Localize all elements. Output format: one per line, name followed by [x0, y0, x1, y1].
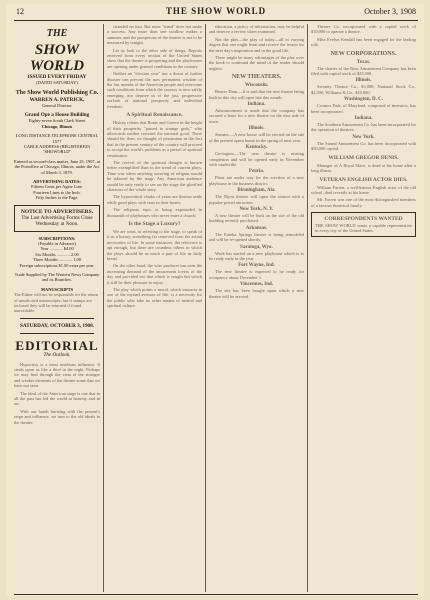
subscriptions-line: (Payable in Advance)	[38, 241, 76, 247]
state-heading: Illinois.	[355, 78, 372, 84]
phone-line: LONG DISTANCE TELEPHONE CENTRAL 1577	[15, 133, 99, 144]
column-divider	[205, 24, 206, 592]
manuscripts-title: MANUSCRIPTS	[40, 286, 74, 292]
notice-line: The Last Advertising Forms Close	[21, 215, 93, 222]
city-heading: Wisconsin.	[244, 83, 269, 89]
footer-rule	[14, 594, 418, 595]
city-heading: Birmingham, Ala.	[237, 188, 276, 194]
address-line: Chicago, Illinois	[41, 123, 73, 129]
dated-line: (DATED SATURDAY)	[36, 80, 78, 86]
notice-line: Wednesday at Noon.	[35, 221, 79, 228]
issue-date: October 3, 1908	[364, 7, 416, 16]
city-heading: Kentucky.	[245, 145, 268, 151]
section-heading: NEW CORPORATIONS.	[330, 50, 397, 57]
edition-date: SATURDAY, OCTOBER 3, 1908.	[19, 322, 95, 329]
state-heading: Texas.	[356, 59, 371, 65]
state-heading: New York.	[352, 134, 375, 140]
subscriptions-line: Three Months ............ 1.00	[33, 257, 81, 263]
correspondents-box: CORRESPONDENTS WANTED THE SHOW WORLD wants a capable representative in every city of the United States.	[311, 212, 416, 237]
section-heading: A Spiritual Renaissance.	[126, 112, 183, 119]
city-heading: Indiana.	[247, 102, 266, 108]
header-rule	[14, 20, 418, 21]
city-heading: Fort Wayne, Ind.	[238, 263, 275, 269]
editorial-body: Hypocrisy is a most insidious influence. It steals upon us like a thief in the night. Perhaps we may find through the vista of the stronger and weaker elements of the theatre some that we have not seen. The ideal of the American stage is one that in all the past has led the world in honesty and in art. With our hands bursting with the present's reign and influence, we turn to the old ideals in the theatre.	[14, 361, 100, 425]
address-line: Grand Ope a House Building	[24, 112, 90, 119]
city-heading: Arkansas.	[245, 225, 268, 231]
advertising-rate: Fifteen Cents per Agate Line.	[31, 184, 83, 190]
show-world-logo: THE SHOW WORLD	[29, 28, 85, 74]
notice-box	[14, 205, 100, 232]
masthead-column	[14, 24, 100, 592]
section-heading: Is the Stage a Luxury?	[128, 221, 181, 227]
column-divider	[307, 24, 308, 592]
column-divider	[103, 24, 104, 592]
address-line: Eighty-seven South Clark Street	[28, 118, 86, 124]
section-heading: NEW THEATERS.	[231, 74, 282, 81]
manuscripts-text: The Editor will not be responsible for the return of unsolicited manuscripts; but if stamps are inclosed they will be returned if found unavailable.	[14, 292, 99, 314]
state-heading: Indiana.	[354, 116, 373, 122]
city-heading: Saratoga, Wyo.	[240, 244, 273, 250]
manager-title: General Director	[42, 102, 72, 108]
advertising-title: ADVERTISING RATES:	[33, 179, 81, 185]
city-heading: Vincennes, Ind.	[239, 282, 274, 288]
newspaper-title: THE SHOW WORLD	[165, 6, 267, 16]
city-heading: Illinois.	[248, 126, 265, 132]
state-heading: Washington, D. C.	[343, 97, 384, 103]
subscriptions-line: Six Months ............ 2.00	[35, 251, 79, 257]
issued-line: ISSUED EVERY FRIDAY	[27, 74, 87, 80]
subscriptions-line: Year ............ $4.00	[40, 246, 74, 252]
trade-line: Trade Supplied by The Western News Company and its Branches.	[14, 272, 100, 283]
news-column: education, a policy of information, may be helpful and deserve a review when examined. Not the play—the play of today—all in varying degree that one might learn and receive the lesson for the next day's inspiration and in the good life. There might be many advantages of the play over the book to confound the mind of the reader should neglect. NEW THEATERS. Wisconsin. Beaver Dam.—It is said that the new theatre being built in this city will open late this month. Indiana. Announcement is made that the company has secured a lease for a new theatre on the east side of town. Illinois. Streator.—A new house will be erected on the site of the present opera house in the spring of next year. Kentucky. Covington.—The new theatre is nearing completion and will be opened early in November with vaudeville. Peoria. Plans are under way for the erection of a new playhouse in the business district. Birmingham, Ala. The Bijou theatre will open the season with a popular-priced attraction. New York, N. Y. A new theatre will be built on the site of the old building recently purchased. Arkansas. The Eureka Springs theatre is being remodeled and will be re-opened shortly. Saratoga, Wyo. Work has started on a new playhouse which is to be ready early in the year. Fort Wayne, Ind. The new theatre is expected to be ready for occupancy about December 1. Vincennes, Ind. The site has been bought upon which a new theatre will be erected.	[209, 24, 304, 299]
publisher-name: The Show World Publishing Co.	[15, 89, 99, 96]
section-heading: VETERAN ENGLISH ACTOR DIES.	[319, 176, 408, 183]
editorial-heading: EDITORIAL	[15, 338, 99, 354]
advertising-rate: Fifty Inches to the Page.	[35, 195, 79, 201]
cable-line: CABLE ADDRESS (REGISTERED) "SHOWORLD"	[23, 144, 91, 155]
editorial-column: stranded on tour. But none "stand" does not make a success. Any more than one swallow makes a summer, and the prosperous of the theatre is not to be measured by tonight. Let us look to the other side of things. Reports received from every section of the United States show that the theatre is prospering and the playhouses are opening under general conditions in the country. Neither an "election year" nor a threat of further disaster can prevent the now permanent wisdom of the last months of the American people and overcome such conditions from which the country is now safely emerging, nor deprive us of the just, progressive outlook of national prosperity and individual freedom. A Spiritual Renaissance. History relates that Rome and Greece in the height of their prosperity "passed to strange gods," who afterwards neither restored the national good. There should be, then, no thought of pessimism in the fact that in the present century of the country will proceed to accept the world's problems as a period of spiritual renaissance. The revival of the spiritual thought is known better exemplified than in the trend of current plays. Time was when anything savoring of religion would be tabooed by the stage. Any American audience would be only ready to see on the stage the glorified character of the whole story. The hypocritical cloaks of years are thrown aside while good plays with stars in their hearts. The religious topic is being expounded in thousands of playhouses who never enter a church. Is the Stage a Luxury? We are wont, in referring to the stage, to speak of it as a luxury, something far removed from the actual necessities of life. In some instances, the reference is apt enough; but there are countless others in which the plays should be as much a part of life as daily bread. On the other hand, the wise producer has seen the increasing demand of the amusement lovers of the day and provided not that which is sought but which it will be their pleasure to enjoy. The play which points a moral, which instructs in one of the myriad avenues of life, is a necessity for the public who take no other means of mental and spiritual culture.	[107, 24, 202, 309]
city-heading: New York, N. Y.	[239, 206, 274, 212]
page-number: 12	[16, 7, 24, 16]
page-header	[16, 6, 416, 18]
corporations-column: Theatre Co. incorporated with a capital stock of $10,000 to operate a theatre. Miss Evelyn Kendall has been engaged for the leading role. NEW CORPORATIONS. Texas. The charter of the Ross Amusement Company has been filed with capital stock of $25,000. Illinois. Security Theatre Co., $5,000; National Stock Co., $2,500; Williams & Co., $10,000. Washington, D. C. Cosmos Park, of Maryland, composed of investors, has been incorporated. Indiana. The Southern Amusement Co. has been incorporated for the operation of theatres. New York. The Strand Amusement Co. has been incorporated with $50,000 capital. WILLIAM GREGOR DENIS. Manager of A Royal Slave, is dead at his home after a long illness. VETERAN ENGLISH ACTOR DIES. William Farren, a well-known English actor of the old school, died recently at his home. Mr. Farren was one of the most distinguished members of a famous theatrical family. CORRESPONDENTS WANTED THE SHOW WORLD wants a capable representative in every city of the United States.	[311, 24, 416, 592]
city-heading: Peoria.	[248, 169, 265, 175]
newspaper-page	[6, 4, 424, 596]
section-heading: WILLIAM GREGOR DENIS.	[328, 154, 399, 161]
editorial-subtitle: The Outlook.	[43, 352, 71, 359]
correspondents-title: CORRESPONDENTS WANTED	[324, 216, 403, 223]
entered-notice: Entered as second-class matter, June 25, 1907, at the Postoffice at Chicago, Illinois, under the Act of March 3, 1879.	[14, 158, 100, 175]
subscriptions-line: Foreign subscriptions $1.00 extra per year.	[19, 262, 95, 268]
manager-name: WARREN A. PATRICK,	[29, 96, 85, 103]
advertising-rate: Fourteen Lines to the Inch.	[33, 189, 81, 195]
subscriptions-title: SUBSCRIPTIONS:	[38, 235, 76, 241]
notice-title: NOTICE TO ADVERTISERS.	[20, 208, 94, 215]
